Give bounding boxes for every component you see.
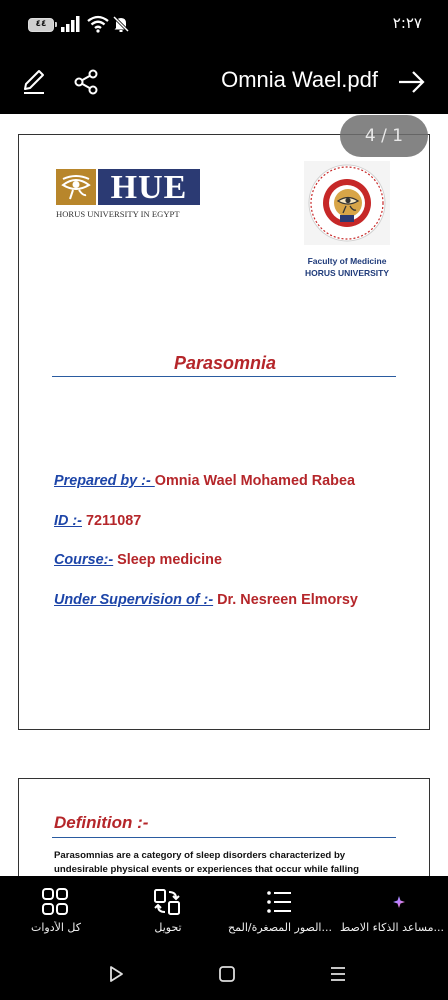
document-title: Omnia Wael.pdf [221, 67, 378, 92]
supervision-value: Dr. Nesreen Elmorsy [213, 592, 358, 608]
back-icon [329, 965, 347, 983]
horus-eye-emblem [56, 169, 96, 205]
hue-subtitle: HORUS UNIVERSITY IN EGYPT [56, 209, 180, 219]
faculty-caption [291, 255, 403, 279]
course-value: Sleep medicine [113, 552, 222, 568]
id-line [54, 513, 141, 529]
ai-assistant-button[interactable] [336, 876, 448, 946]
recent-apps-icon [107, 965, 125, 983]
hue-wordmark: HUE [98, 169, 200, 205]
thumbnails-button[interactable] [224, 876, 336, 946]
pdf-page-2 [18, 778, 430, 876]
page-indicator: 4 / 1 [340, 115, 428, 157]
battery-icon [28, 18, 54, 32]
thumbnails-label: الصور المصغرة/المح... [228, 921, 332, 934]
faculty-seal [304, 161, 390, 245]
convert-button[interactable] [112, 876, 224, 946]
id-label: ID :- [54, 513, 82, 529]
wifi-icon [86, 15, 110, 33]
edit-button[interactable] [18, 66, 50, 98]
pdf-page-1 [18, 134, 430, 730]
definition-divider [52, 837, 396, 838]
ai-assistant-label: مساعد الذكاء الاصط... [340, 921, 444, 934]
hue-logo [56, 169, 206, 221]
clock: ٢:٢٧ [392, 14, 422, 32]
horus-eye-icon [56, 169, 96, 205]
recent-apps-button[interactable] [102, 960, 130, 988]
mute-icon [112, 15, 130, 33]
course-line [54, 552, 222, 568]
prepared-by-label: Prepared by :- [54, 473, 155, 489]
battery-level: ٤٤ [35, 19, 47, 29]
convert-label: تحويل [154, 921, 182, 934]
all-tools-button[interactable] [0, 876, 112, 946]
top-toolbar [0, 50, 448, 114]
supervision-line [54, 592, 358, 608]
all-tools-label: كل الأدوات [30, 921, 81, 934]
forward-arrow-icon [397, 68, 427, 96]
faculty-line-1: Faculty of Medicine [307, 256, 387, 266]
status-bar [0, 0, 448, 50]
signal-icon [60, 15, 82, 33]
back-button[interactable] [324, 960, 352, 988]
home-button[interactable] [213, 960, 241, 988]
course-label: Course:- [54, 552, 114, 568]
convert-icon [152, 888, 182, 916]
definition-paragraph: Parasomnias are a category of sleep disorders characterized by undesirable physical events or experiences that occur while falling [54, 850, 359, 875]
document-viewer[interactable] [0, 114, 448, 876]
prepared-by-line [54, 473, 355, 489]
faculty-line-2: HORUS UNIVERSITY [304, 268, 390, 278]
forward-button[interactable] [396, 66, 428, 98]
faculty-seal-icon [304, 161, 390, 245]
thumbnails-list-icon [264, 888, 294, 916]
edit-icon [20, 68, 48, 96]
home-icon [218, 965, 236, 983]
document-heading: Parasomnia [173, 353, 277, 373]
ai-assistant-icon [376, 888, 406, 916]
supervision-label: Under Supervision of :- [54, 592, 214, 608]
prepared-by-value: Omnia Wael Mohamed Rabea [154, 473, 355, 489]
system-nav-bar [0, 946, 448, 1000]
definition-heading: Definition :- [54, 813, 149, 832]
all-tools-icon [40, 888, 70, 916]
share-icon [72, 68, 100, 96]
id-value: 7211087 [81, 513, 142, 529]
share-button[interactable] [70, 66, 102, 98]
heading-divider [52, 376, 396, 377]
bottom-toolbar [0, 876, 448, 946]
